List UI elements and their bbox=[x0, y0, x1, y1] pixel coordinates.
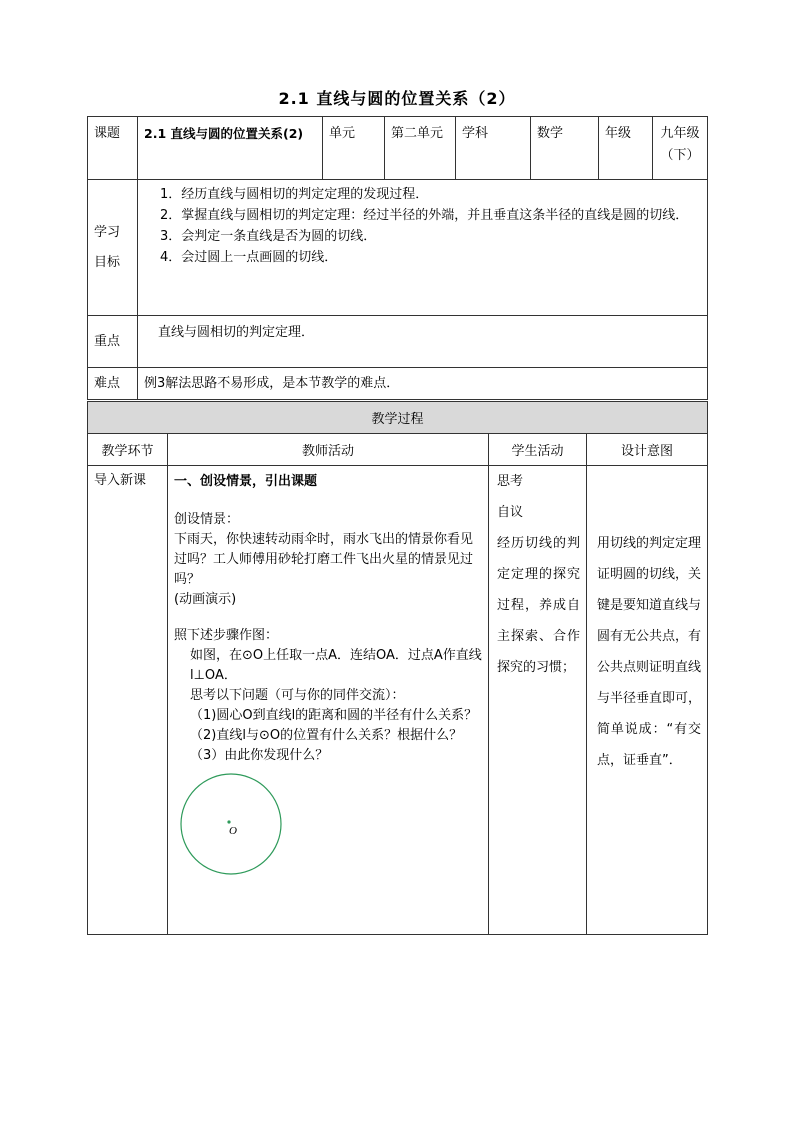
col-header-stage: 教学环节 bbox=[88, 434, 168, 466]
student-item: 自议 bbox=[497, 505, 524, 520]
section-heading: 一、创设情景，引出课题 bbox=[174, 474, 318, 489]
key-point-content: 直线与圆相切的判定定理． bbox=[138, 316, 708, 368]
circle-o bbox=[181, 774, 281, 874]
stage-cell: 导入新课 bbox=[88, 466, 168, 935]
center-label: O bbox=[229, 825, 237, 837]
student-activity bbox=[489, 466, 587, 935]
label-topic: 课题 bbox=[88, 117, 138, 180]
animation-note: (动画演示) bbox=[174, 592, 237, 607]
student-item: 经历切线的判定定理的探究过程，养成自主探索、合作探究的习惯； bbox=[497, 536, 580, 675]
col-header-teacher: 教师活动 bbox=[168, 434, 489, 466]
page-title: 2.1 直线与圆的位置关系（2） bbox=[278, 89, 516, 108]
teaching-process-table bbox=[87, 401, 708, 935]
label-grade: 年级 bbox=[599, 117, 653, 180]
think-prompt: 思考以下问题（可与你的同伴交流）： bbox=[190, 688, 405, 703]
difficulty-content: 例3解法思路不易形成，是本节教学的难点． bbox=[138, 368, 708, 400]
circle-figure bbox=[178, 772, 288, 882]
process-title: 教学过程 bbox=[88, 402, 708, 434]
scene-label: 创设情景： bbox=[174, 512, 240, 527]
question-1: （1)圆心O到直线l的距离和圆的半径有什么关系？ bbox=[190, 708, 478, 723]
label-subject: 学科 bbox=[456, 117, 531, 180]
grade-value: 九年级（下） bbox=[653, 117, 708, 180]
design-intent bbox=[587, 466, 708, 935]
label-difficulty: 难点 bbox=[88, 368, 138, 400]
question-2: （2)直线l与⊙O的位置有什么关系？根据什么？ bbox=[190, 728, 463, 743]
col-header-student: 学生活动 bbox=[489, 434, 587, 466]
scene-text: 下雨天，你快速转动雨伞时，雨水飞出的情景你看见过吗？工人师傅用砂轮打磨工件飞出火星的情景见过吗？ bbox=[174, 532, 474, 587]
goal-item: 1．经历直线与圆相切的判定定理的发现过程． bbox=[160, 187, 429, 202]
steps-label: 照下述步骤作图： bbox=[174, 628, 279, 643]
drawing-step: 如图，在⊙O上任取一点A．连结OA．过点A作直线l⊥OA． bbox=[190, 648, 482, 683]
question-3: （3）由此你发现什么？ bbox=[190, 748, 329, 763]
goal-item: 3．会判定一条直线是否为圆的切线． bbox=[160, 229, 377, 244]
label-unit: 单元 bbox=[323, 117, 385, 180]
goal-item: 4．会过圆上一点画圆的切线． bbox=[160, 250, 338, 265]
goals-content bbox=[138, 180, 708, 316]
design-text: 用切线的判定定理证明圆的切线，关键是要知道直线与圆有无公共点，有公共点则证明直线与半径垂直即可，简单说成：“有交点，证垂直”． bbox=[597, 536, 702, 768]
lesson-info-table bbox=[87, 116, 708, 400]
col-header-design: 设计意图 bbox=[587, 434, 708, 466]
student-item: 思考 bbox=[497, 474, 524, 489]
teacher-activity bbox=[168, 466, 489, 935]
topic-value: 2.1 直线与圆的位置关系(2) bbox=[138, 117, 323, 180]
label-key-point: 重点 bbox=[88, 316, 138, 368]
unit-value: 第二单元 bbox=[385, 117, 456, 180]
label-goals: 学习目标 bbox=[88, 180, 138, 316]
goal-item: 2．掌握直线与圆相切的判定定理：经过半径的外端，并且垂直这条半径的直线是圆的切线． bbox=[160, 208, 689, 223]
subject-value: 数学 bbox=[531, 117, 599, 180]
center-point bbox=[227, 820, 230, 823]
